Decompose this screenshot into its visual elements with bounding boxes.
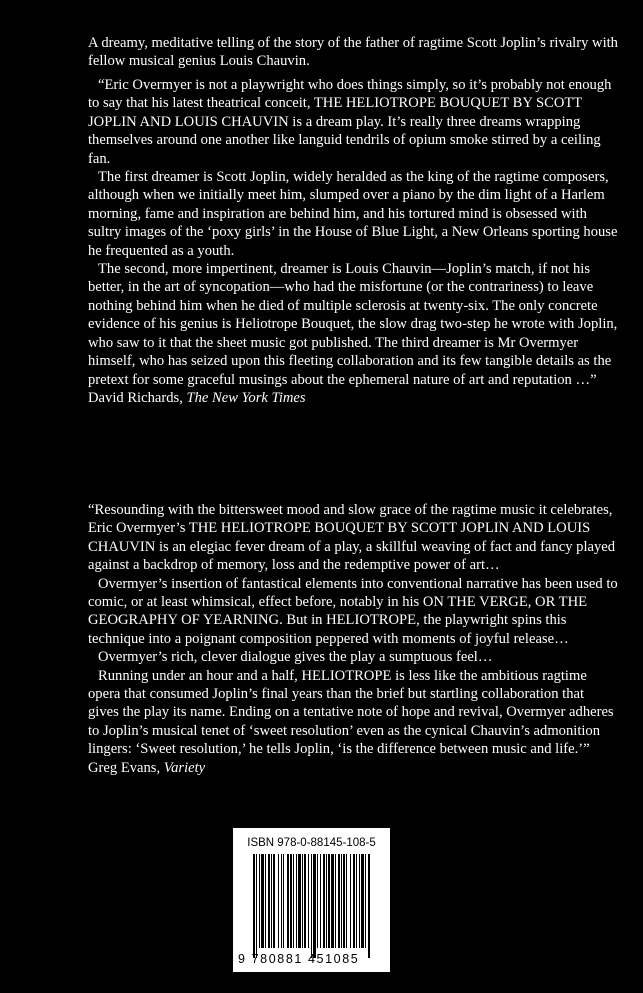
barcode-bar [353, 854, 355, 948]
review-variety [88, 501, 618, 777]
barcode-bar [335, 854, 336, 948]
review-paragraph: Running under an hour and a half, HELIOTROPE is less like the ambitious ragtime opera that consumed Joplin’s final years than the brief but startling collaboration that gives the play its name. Ending on a tentative note of hope and revival, Overmyer adheres to Joplin’s musical tenet of ‘sweet resolution’ even as the cynical Chauvin’s admonition lingers: ‘Sweet resolution,’ he tells Joplin, ‘is the difference between music and life.’” [88, 667, 614, 758]
barcode-bar [268, 854, 270, 948]
review-paragraph: “Eric Overmyer is not a playwright who does things simply, so it’s probably not enough to say that his latest theatrical conceit, THE HELIOTROPE BOUQUET BY SCOTT JOPLIN AND LOUIS CHAUVIN is a dream play. It’s really three dreams wrapping themselves around one another like languid tendrils of opium smoke stirred by a ceiling fan. [88, 77, 612, 167]
review-author: David Richards, [88, 389, 187, 406]
barcode-bar [265, 854, 266, 948]
barcode-bar [304, 854, 306, 948]
barcode-bar [290, 854, 292, 948]
barcode-bar [298, 854, 301, 948]
intro-text: A dreamy, meditative telling of the story of the father of ragtime Scott Joplin’s rivalry with fellow musical genius Louis Chauvin. [88, 35, 618, 70]
barcode-bar [287, 854, 289, 948]
barcode-bar [278, 854, 279, 948]
barcode-bar [320, 854, 321, 948]
barcode-bar [302, 854, 303, 948]
review-paragraph: “Resounding with the bittersweet mood and slow grace of the ragtime music it celebrates, Eric Overmyer’s THE HELIOTROPE BOUQUET BY SCOTT JOPLIN AND LOUIS CHAUVIN is an elegiac fever dream of a play, a skillful weaving of fact and fancy played against a backdrop of memory, loss and the redemptive power of art… [88, 502, 616, 574]
barcode-bar [341, 854, 342, 948]
review-attribution [88, 389, 618, 407]
barcode-bar [259, 854, 260, 948]
barcode-bar [365, 854, 366, 948]
isbn-digits: 9 780881 451085 [238, 952, 360, 966]
review-paragraph: The second, more impertinent, dreamer is Louis Chauvin—Joplin’s match, if not his better, in the art of syncopation—who had the misfortune (or the contrariness) to leave nothing behind him when he died of multiple sclerosis at twenty-six. The only concrete evidence of his genius is Heliotrope Bouquet, the slow drag two-step he wrote with Joplin, who saw to it that the sheet music got published. The third dreamer is Mr Overmyer himself, who has seized upon this fleeting collaboration and its few tangible details as the pretext for some graceful musings about the ephemeral nature of art and reputation …” [88, 261, 618, 388]
barcode-bar [356, 854, 357, 948]
barcode-bar [331, 854, 334, 948]
blurb-intro [88, 34, 618, 71]
review-paragraph: Overmyer’s insertion of fantastical elements into conventional narrative has been used to comic, or at least whimsical, effect before, notably in his ON THE VERGE, OR THE GEOGRAPHY OF YEARNING. But in HELIOTROPE, the playwright spins this technique into a poignant composition peppered with moments of joyful release… [88, 575, 618, 647]
barcode-bar [317, 854, 318, 948]
barcode-bar [350, 854, 351, 948]
barcode-bar [311, 854, 312, 958]
barcode-bar [271, 854, 272, 948]
barcode-bar [256, 854, 257, 958]
barcode-bar [313, 854, 316, 958]
barcode-bar [261, 854, 264, 948]
barcode-bar [343, 854, 345, 948]
barcode-bar [338, 854, 340, 948]
barcode-bar [281, 854, 282, 948]
barcode-bar [273, 854, 275, 948]
review-source: Variety [163, 759, 206, 776]
barcode-bar [296, 854, 297, 948]
barcode-bar [308, 854, 309, 948]
barcode-bar [359, 854, 360, 948]
barcode-bar [346, 854, 347, 948]
barcode-bar [328, 854, 330, 948]
barcode-bar [253, 854, 255, 958]
review-paragraph: The first dreamer is Scott Joplin, widely heralded as the king of the ragtime composers, although when we initially meet him, slumped over a piano by the dim light of a Harlem morning, fame and inspiration are behind him, and his tortured mind is obsessed with sultry images of the ‘poxy girls’ in the House of Blue Light, a New Orleans sporting house he frequented as a youth. [88, 169, 618, 259]
review-paragraph: Overmyer’s rich, clever dialogue gives the play a sumptuous feel… [98, 649, 493, 666]
review-source: The New York Times [186, 389, 306, 406]
barcode-bars [253, 854, 373, 958]
review-attribution [88, 759, 618, 777]
barcode-bar [283, 854, 284, 948]
review-nyt [88, 76, 618, 407]
review-author: Greg Evans, [88, 759, 164, 776]
barcode-bar [368, 854, 370, 958]
isbn-barcode [233, 828, 390, 972]
barcode-bar [326, 854, 327, 948]
isbn-label: ISBN 978-0-88145-108-5 [247, 837, 376, 849]
barcode-bar [293, 854, 294, 948]
barcode-bar [323, 854, 325, 948]
barcode-bar [361, 854, 364, 948]
